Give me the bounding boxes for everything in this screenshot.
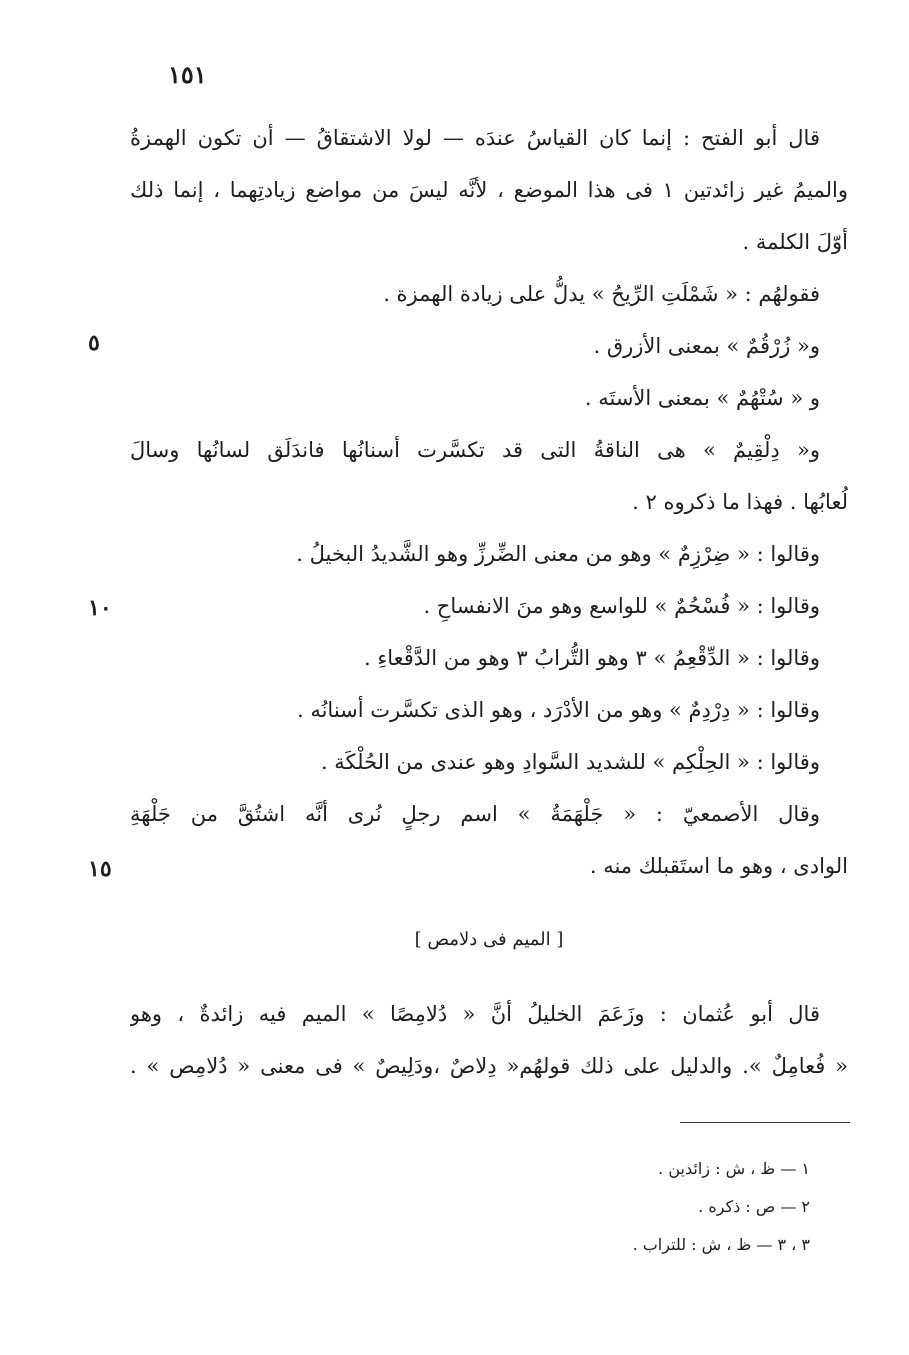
margin-line-number: ١٠ [88, 595, 112, 621]
text-line: و« دِلْقِيمٌ » هى الناقةُ التى قد تكسَّرت أسنانُها فاندَلَق لسانُها وسالَ [130, 438, 820, 462]
footnotes [430, 1150, 810, 1264]
page-number: ١٥١ [168, 60, 207, 89]
margin-line-number: ٥ [88, 330, 100, 356]
text-line: وقالوا : « دِرْدِمٌ » وهو من الأدْرَد ، وهو الذى تكسَّرت أسنانُه . [296, 698, 820, 722]
text-line: والميمُ غير زائدتين ١ فى هذا الموضع ، لأنَّه ليسَ من مواضع زيادتِهما ، إنما ذلك [130, 178, 848, 202]
text-line: أوّلَ الكلمة . [742, 230, 848, 254]
text-line: وقال الأصمعيّ : « جَلْهَمَةُ » اسم رجلٍ نُرى أنَّه اشتُقَّ من جَلْهَةِ [130, 802, 820, 826]
text-line: و « سُتْهُمٌ » بمعنى الأستَه . [584, 386, 820, 410]
footnote: ١ — ظ ، ش : زائدين . [658, 1159, 810, 1178]
main-paragraph [130, 112, 848, 892]
text-line: فقولهُم : « شَمْلَتِ الرِّيحُ » يدلُّ على زيادة الهمزة . [383, 282, 820, 306]
footnote-divider [680, 1122, 850, 1123]
section-heading: [ الميم فى دلامص ] [414, 929, 564, 950]
text-line: وقالوا : « الدِّقْعِمُ » ٣ وهو التُّرابُ ٣ وهو من الدَّقْعاءِ . [363, 646, 820, 670]
text-line: وقالوا : « فُسْحُمٌ » للواسع وهو منَ الانفساحِ . [423, 594, 820, 618]
footnote: ٣ ، ٣ — ظ ، ش : للتراب . [632, 1235, 810, 1254]
text-line: قال أبو الفتح : إنما كان القياسُ عندَه — لولا الاشتقاقُ — أن تكون الهمزةُ [130, 126, 820, 150]
text-line: و« زُرْقُمٌ » بمعنى الأزرق . [593, 334, 820, 358]
text-line: لُعابُها . فهذا ما ذكروه ٢ . [632, 490, 848, 514]
text-line: وقالوا : « ضِرْزِمٌ » وهو من معنى الضِّرزِّ وهو الشَّديدُ البخيلُ . [296, 542, 820, 566]
text-line: وقالوا : « الحِلْكِم » للشديد السَّوادِ وهو عندى من الحُلْكَة . [320, 750, 820, 774]
text-line: الوادى ، وهو ما استَقبلك منه . [589, 854, 848, 878]
footnote: ٢ — ص : ذكره . [698, 1197, 810, 1216]
text-line: « فُعامِلٌ ». والدليل على ذلك قولهُم« دِلاصٌ ،ودَلِيصٌ » فى معنى « دُلامِص » . [130, 1054, 848, 1078]
text-line: قال أبو عُثمان : وزَعَمَ الخليلُ أنَّ « دُلامِصًا » الميم فيه زائدةٌ ، وهو [130, 1002, 820, 1026]
section-paragraph [130, 988, 848, 1092]
margin-line-number: ١٥ [88, 856, 112, 882]
